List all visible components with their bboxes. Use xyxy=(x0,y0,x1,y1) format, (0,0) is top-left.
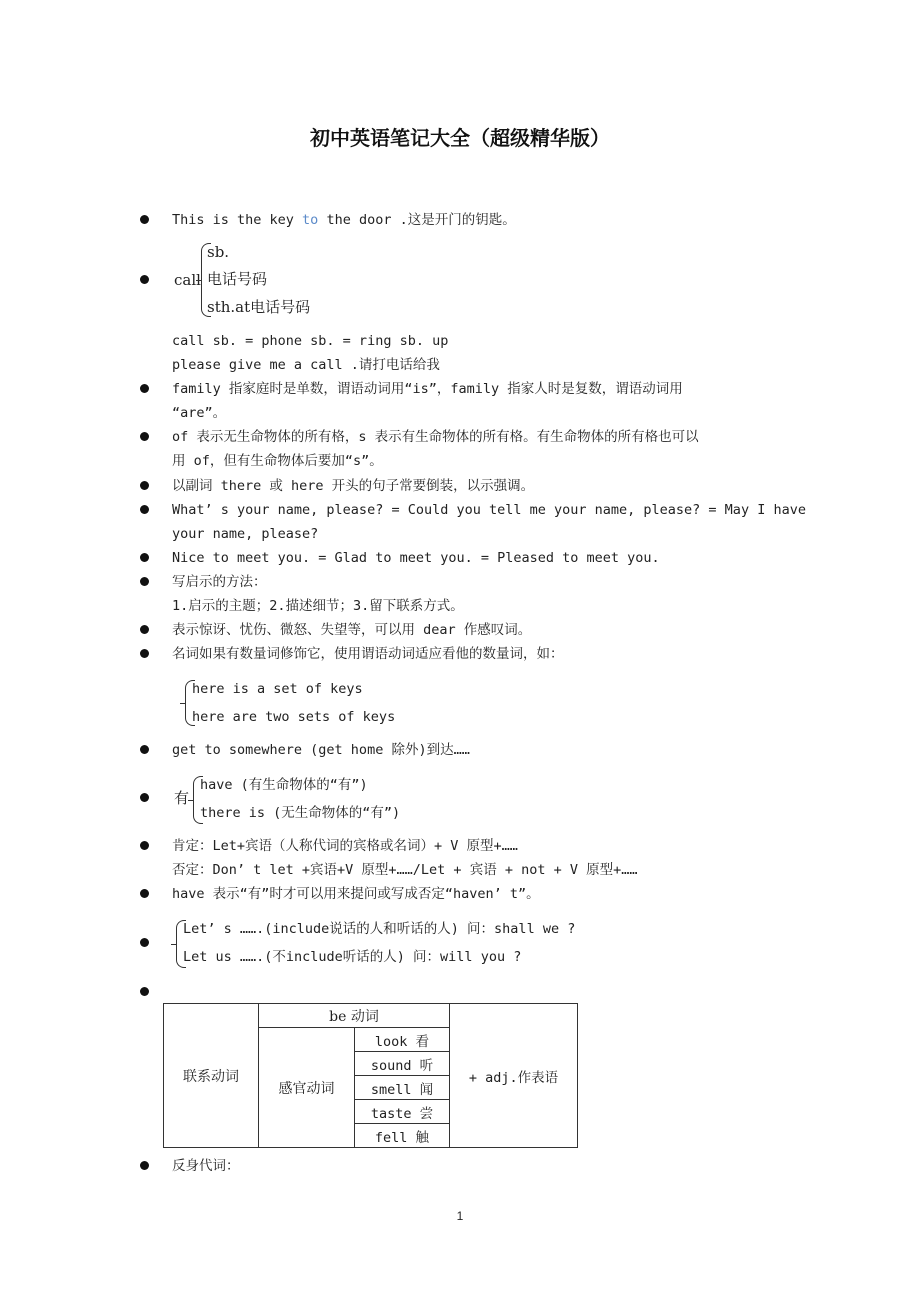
keys-line: here are two sets of keys xyxy=(192,709,396,725)
lets-line: Let’ s …….(include说话的人和听话的人) 问：shall we ? xyxy=(183,921,576,937)
bullet xyxy=(140,793,149,802)
sense-verb-cell: 感官动词 xyxy=(259,1028,355,1148)
note-line: 1.启示的主题；2.描述细节；3.留下联系方式。 xyxy=(172,598,464,614)
lets-line: Let us …….(不include听话的人) 问：will you ? xyxy=(183,949,522,965)
bullet xyxy=(140,577,149,586)
bullet xyxy=(140,432,149,441)
bullet xyxy=(140,841,149,850)
note-line: 表示惊讶、忧伤、微怒、失望等，可以用 dear 作感叹词。 xyxy=(172,622,532,638)
bullet xyxy=(140,938,149,947)
note-line: What’ s your name, please? = Could you tell me your name, please? = May I have xyxy=(172,502,806,518)
note-line: 反身代词： xyxy=(172,1158,240,1174)
call-option: 电话号码 xyxy=(207,270,268,288)
call-word: call xyxy=(174,271,201,289)
adj-cell: + adj.作表语 xyxy=(450,1004,578,1148)
note-key: This is the key to the door .这是开门的钥匙。 xyxy=(172,212,516,228)
note-line: 写启示的方法： xyxy=(172,574,267,590)
note-line: have 表示“有”时才可以用来提问或写成否定“haven’ t”。 xyxy=(172,886,540,902)
bullet xyxy=(140,745,149,754)
note-line: family 指家庭时是单数，谓语动词用“is”，family 指家人时是复数，谓语动词用 xyxy=(172,381,683,397)
page-number: 1 xyxy=(456,1209,464,1223)
bullet xyxy=(140,553,149,562)
sense-cell: smell 闻 xyxy=(355,1076,450,1100)
note-line: of 表示无生命物体的所有格，s 表示有生命物体的所有格。有生命物体的所有格也可以 xyxy=(172,429,699,445)
note-line: 否定：Don’ t let +宾语+V 原型+……/Let + 宾语 + not + V 原型+…… xyxy=(172,862,638,878)
page-title: 初中英语笔记大全（超级精华版） xyxy=(310,126,610,150)
highlight-word: to xyxy=(302,212,319,228)
note-line: 以副词 there 或 here 开头的句子常要倒装，以示强调。 xyxy=(172,478,535,494)
bullet xyxy=(140,889,149,898)
note-line: get to somewhere (get home 除外)到达…… xyxy=(172,742,470,758)
call-option: sb. xyxy=(207,243,230,261)
bullet xyxy=(140,505,149,514)
you-option: there is (无生命物体的“有”) xyxy=(200,805,401,821)
sense-cell: look 看 xyxy=(355,1028,450,1052)
sense-cell: sound 听 xyxy=(355,1052,450,1076)
note-line: call sb. = phone sb. = ring sb. up xyxy=(172,333,449,349)
sense-cell: fell 触 xyxy=(355,1124,450,1148)
note-line: your name, please? xyxy=(172,526,319,542)
bullet xyxy=(140,384,149,393)
bullet xyxy=(140,987,149,996)
call-option: sth.at电话号码 xyxy=(207,298,311,316)
bullet xyxy=(140,481,149,490)
note-line: 用 of，但有生命物体后要加“s”。 xyxy=(172,453,383,469)
be-verb-cell: be 动词 xyxy=(259,1004,450,1028)
verb-table xyxy=(163,1003,578,1148)
bullet xyxy=(140,275,149,284)
bullet xyxy=(140,215,149,224)
keys-line: here is a set of keys xyxy=(192,681,363,697)
note-line: 肯定：Let+宾语（人称代词的宾格或名词）+ V 原型+…… xyxy=(172,838,518,854)
bullet xyxy=(140,625,149,634)
bullet xyxy=(140,1161,149,1170)
sense-cell: taste 尝 xyxy=(355,1100,450,1124)
you-word: 有 xyxy=(174,789,190,807)
note-line: please give me a call .请打电话给我 xyxy=(172,357,440,373)
bullet xyxy=(140,649,149,658)
note-line: “are”。 xyxy=(172,405,227,421)
note-line: 名词如果有数量词修饰它，使用谓语动词适应看他的数量词，如： xyxy=(172,646,564,662)
link-verb-cell: 联系动词 xyxy=(164,1004,259,1148)
you-option: have (有生命物体的“有”) xyxy=(200,777,368,793)
note-line: Nice to meet you. = Glad to meet you. = Pleased to meet you. xyxy=(172,550,660,566)
